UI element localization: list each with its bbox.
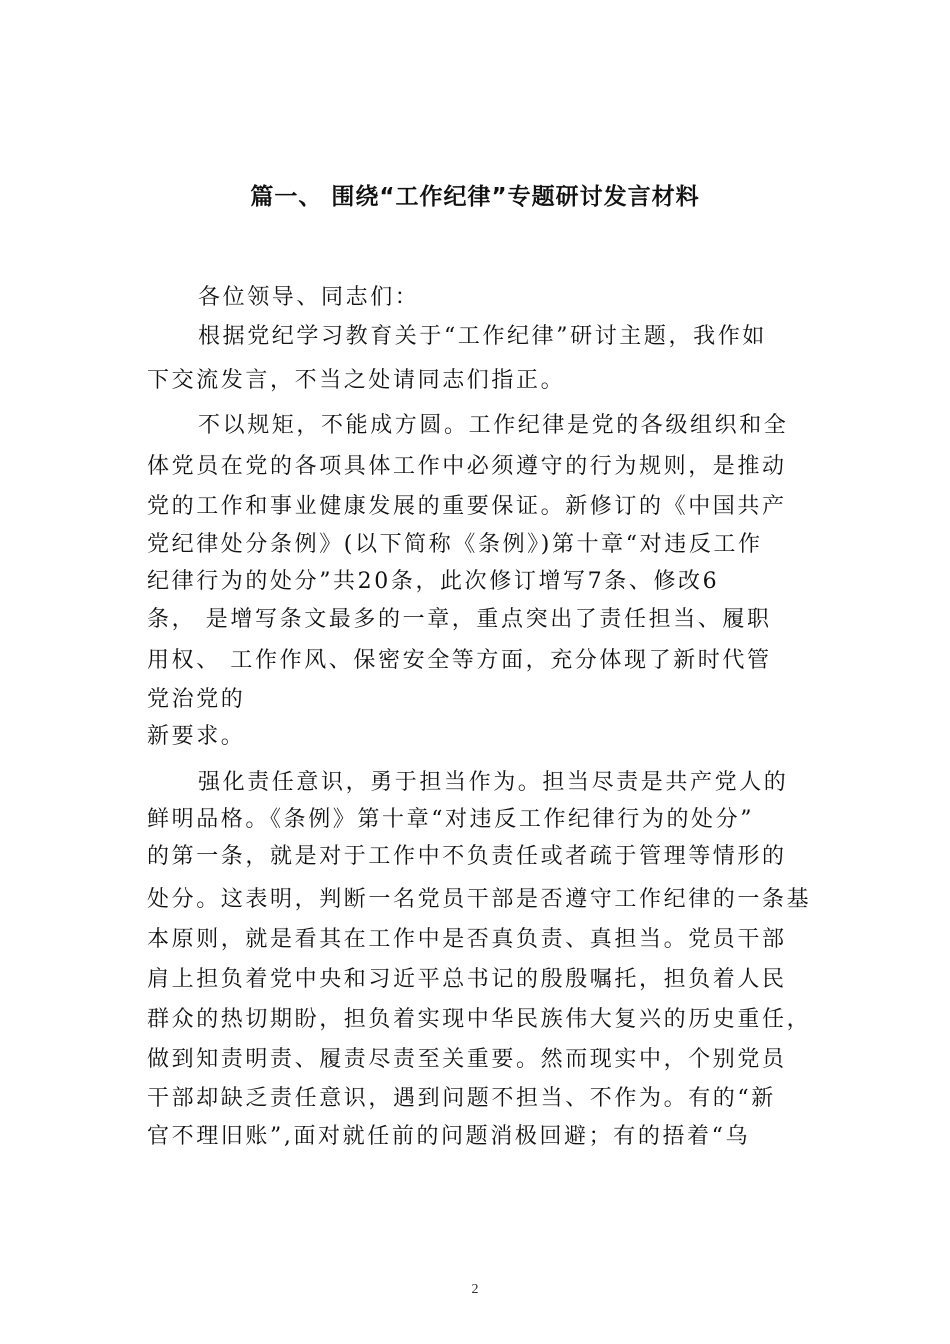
text-line: 鲜明品格。《条例》第十章“对违反工作纪律行为的处分”	[147, 807, 755, 832]
text-line: 用权、 工作作风、保密安全等方面，充分体现了新时代管	[147, 648, 772, 673]
text-line: 本原则，就是看其在工作中是否真负责、真担当。党员干部	[147, 927, 787, 952]
text-line: 群众的热切期盼，担负着实现中华民族伟大复兴的历史重任，	[147, 1007, 812, 1032]
text-line: 的第一条，就是对于工作中不负责任或者疏于管理等情形的	[147, 844, 787, 869]
text-line-greeting: 各位领导、同志们：	[198, 285, 420, 310]
text-line: 官不理旧账”,面对就任前的问题消极回避；有的捂着“乌	[147, 1124, 751, 1149]
text-line: 党的工作和事业健康发展的重要保证。新修订的《中国共产	[147, 494, 787, 519]
text-line: 不以规矩，不能成方圆。工作纪律是党的各级组织和全	[198, 413, 789, 438]
text-line: 根据党纪学习教育关于“工作纪律”研讨主题，我作如	[198, 324, 767, 349]
text-line: 干部却缺乏责任意识，遇到问题不担当、不作为。有的“新	[147, 1086, 776, 1111]
text-line: 处分。这表明，判断一名党员干部是否遵守工作纪律的一条基	[147, 887, 812, 912]
text-line: 条， 是增写条文最多的一章，重点突出了责任担当、履职	[147, 607, 772, 632]
text-line: 做到知责明责、履责尽责至关重要。然而现实中，个别党员	[147, 1047, 787, 1072]
page-number: 2	[471, 1282, 479, 1297]
text-line: 体党员在党的各项具体工作中必须遵守的行为规则，是推动	[147, 454, 787, 479]
text-line: 强化责任意识，勇于担当作为。担当尽责是共产党人的	[198, 770, 789, 795]
text-line: 新要求。	[147, 724, 246, 749]
text-line: 党治党的	[147, 687, 246, 712]
text-line: 下交流发言，不当之处请同志们指正。	[147, 368, 566, 393]
text-line: 党纪律处分条例》(以下简称《条例》)第十章“对违反工作	[147, 532, 763, 557]
text-line: 纪律行为的处分”共20条，此次修订增写7条、修改6	[147, 569, 720, 594]
document-title: 篇一、 围绕“工作纪律”专题研讨发言材料	[250, 184, 700, 210]
text-line: 肩上担负着党中央和习近平总书记的殷殷嘱托，担负着人民	[147, 967, 787, 992]
